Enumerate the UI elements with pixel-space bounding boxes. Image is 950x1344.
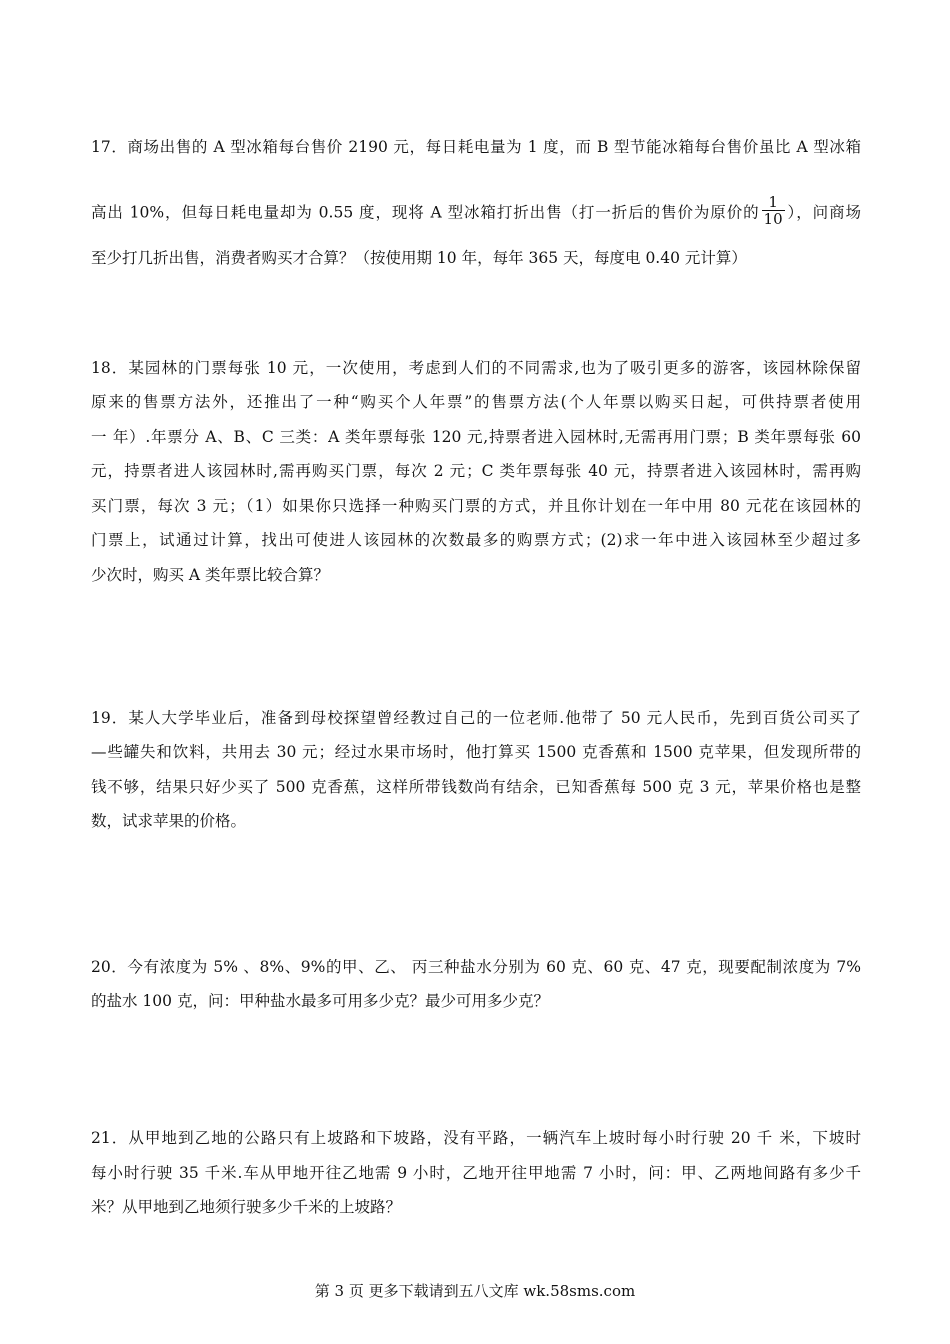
problem-19-line-3: 钱不够，结果只好少买了 500 克香蕉，这样所带钱数尚有结余，已知香蕉每 500 克 3 元，苹果价格也是整 <box>91 778 861 796</box>
problem-20-line-2: 的盐水 100 克，问：甲种盐水最多可用多少克？最少可用多少克？ <box>91 992 549 1010</box>
problem-17-line-2 <box>91 193 861 230</box>
problem-21-line-1: 21．从甲地到乙地的公路只有上坡路和下坡路，没有平路，一辆汽车上坡时每小时行驶 20 千 米，下坡时 <box>91 1129 861 1147</box>
problem-21-line-3: 米？从甲地到乙地须行驶多少千米的上坡路？ <box>91 1198 402 1216</box>
problem-19-line-2: —些罐失和饮料，共用去 30 元；经过水果市场时，他打算买 1500 克香蕉和 1500 克苹果，但发现所带的 <box>91 743 861 761</box>
problem-19-line-4: 数，试求苹果的价格。 <box>91 812 247 830</box>
problem-17-line-2-tail: ），问商场 <box>786 203 861 222</box>
problem-17-line-1: 17．商场出售的 A 型冰箱每台售价 2190 元，每日耗电量为 1 度，而 B 型节能冰箱每台售价虽比 A 型冰箱 <box>91 138 861 156</box>
problem-18-line-7: 少次时，购买 A 类年票比较合算？ <box>91 566 330 584</box>
problem-18-line-2: 原来的售票方法外，还推出了一种“购买个人年票”的售票方法(个人年票以购买日起，可供持票者使用 <box>91 393 861 411</box>
problem-17-line-3: 至少打几折出售，消费者购买才合算？（按使用期 10 年，每年 365 天，每度电 0.40 元计算） <box>91 249 747 267</box>
problem-18-line-3: 一 年）.年票分 A、B、C 三类：A 类年票每张 120 元,持票者进入园林时,无需再用门票；B 类年票每张 60 <box>91 428 861 446</box>
page-footer: 第 3 页 更多下载请到五八文库 wk.58sms.com <box>314 1282 636 1300</box>
fraction-one-tenth <box>762 194 785 227</box>
problem-18-line-5: 买门票，每次 3 元；（1）如果你只选择一种购买门票的方式，并且你计划在一年中用 80 元花在该园林的 <box>91 497 861 515</box>
problem-18-line-1: 18．某园林的门票每张 10 元，一次使用，考虑到人们的不同需求,也为了吸引更多的游客，该园林除保留 <box>91 359 861 377</box>
fraction-numerator: 1 <box>768 193 778 211</box>
problem-20-line-1: 20．今有浓度为 5% 、8%、9%的甲、乙、 丙三种盐水分别为 60 克、60 克、47 克，现要配制浓度为 7% <box>91 958 861 976</box>
problem-21-line-2: 每小时行驶 35 千米.车从甲地开往乙地需 9 小时，乙地开往甲地需 7 小时，问：甲、乙两地间路有多少千 <box>91 1164 861 1182</box>
problem-17-line-2-text: 高出 10%，但每日耗电量却为 0.55 度，现将 A 型冰箱打折出售（打一折后的售价为原价的 <box>91 203 760 222</box>
problem-18-line-6: 门票上，试通过计算，找出可使进人该园林的次数最多的购票方式；(2)求一年中进入该园林至少超过多 <box>91 531 861 549</box>
fraction-denominator: 10 <box>763 210 783 228</box>
problem-18-line-4: 元，持票者进人该园林时,需再购买门票，每次 2 元；C 类年票每张 40 元，持票者进入该园林时，需再购 <box>91 462 861 480</box>
problem-19-line-1: 19．某人大学毕业后，准备到母校探望曾经教过自己的一位老师.他带了 50 元人民币，先到百货公司买了 <box>91 709 861 727</box>
